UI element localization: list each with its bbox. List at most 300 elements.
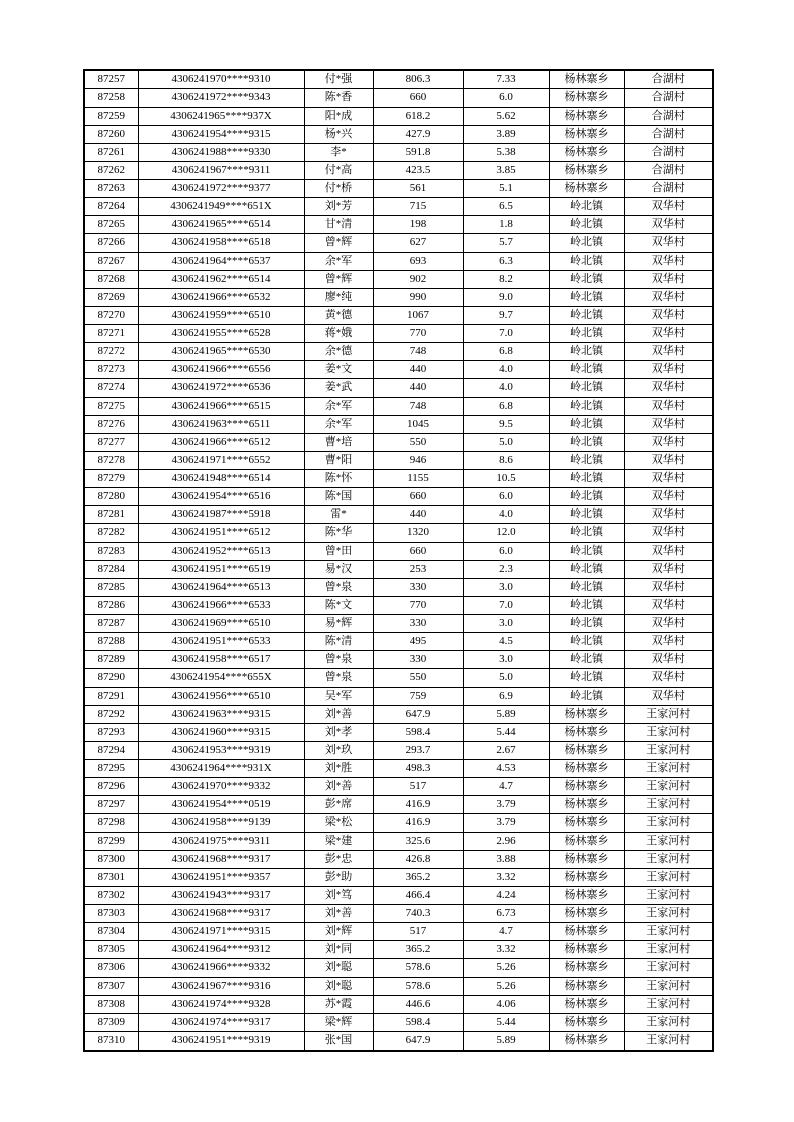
village-cell: 双华村 (624, 234, 713, 252)
township-cell: 杨林寨乡 (549, 886, 624, 904)
masked-id-number-cell: 4306241943****9317 (138, 886, 304, 904)
quantity-cell: 6.0 (463, 488, 549, 506)
amount-cell: 770 (373, 325, 463, 343)
person-name-cell: 曾*泉 (304, 669, 373, 687)
village-cell: 双华村 (624, 633, 713, 651)
person-name-cell: 刘*孝 (304, 723, 373, 741)
person-name-cell: 付*高 (304, 161, 373, 179)
quantity-cell: 4.24 (463, 886, 549, 904)
masked-id-number-cell: 4306241974****9328 (138, 995, 304, 1013)
township-cell: 杨林寨乡 (549, 977, 624, 995)
amount-cell: 198 (373, 216, 463, 234)
person-name-cell: 杨*兴 (304, 125, 373, 143)
person-name-cell: 姜*文 (304, 361, 373, 379)
amount-cell: 598.4 (373, 1013, 463, 1031)
amount-cell: 1320 (373, 524, 463, 542)
amount-cell: 647.9 (373, 1031, 463, 1051)
village-cell: 双华村 (624, 687, 713, 705)
quantity-cell: 4.0 (463, 379, 549, 397)
serial-number-cell: 87258 (84, 89, 138, 107)
serial-number-cell: 87294 (84, 741, 138, 759)
quantity-cell: 2.96 (463, 832, 549, 850)
masked-id-number-cell: 4306241965****6514 (138, 216, 304, 234)
village-cell: 合湖村 (624, 107, 713, 125)
village-cell: 双华村 (624, 361, 713, 379)
amount-cell: 806.3 (373, 70, 463, 89)
table-row (84, 959, 713, 977)
masked-id-number-cell: 4306241970****9332 (138, 778, 304, 796)
amount-cell: 740.3 (373, 905, 463, 923)
table-row (84, 941, 713, 959)
table-row (84, 198, 713, 216)
masked-id-number-cell: 4306241951****9319 (138, 1031, 304, 1051)
serial-number-cell: 87281 (84, 506, 138, 524)
person-name-cell: 阳*成 (304, 107, 373, 125)
table-row (84, 560, 713, 578)
serial-number-cell: 87286 (84, 596, 138, 614)
village-cell: 双华村 (624, 488, 713, 506)
village-cell: 王家河村 (624, 760, 713, 778)
masked-id-number-cell: 4306241988****9330 (138, 143, 304, 161)
person-name-cell: 陈*清 (304, 633, 373, 651)
quantity-cell: 5.89 (463, 705, 549, 723)
person-name-cell: 刘*聪 (304, 959, 373, 977)
township-cell: 岭北镇 (549, 470, 624, 488)
serial-number-cell: 87288 (84, 633, 138, 651)
quantity-cell: 1.8 (463, 216, 549, 234)
amount-cell: 759 (373, 687, 463, 705)
masked-id-number-cell: 4306241972****6536 (138, 379, 304, 397)
village-cell: 王家河村 (624, 741, 713, 759)
township-cell: 岭北镇 (549, 252, 624, 270)
township-cell: 岭北镇 (549, 506, 624, 524)
table-row (84, 1031, 713, 1051)
village-cell: 双华村 (624, 325, 713, 343)
masked-id-number-cell: 4306241953****9319 (138, 741, 304, 759)
masked-id-number-cell: 4306241964****6537 (138, 252, 304, 270)
person-name-cell: 付*桥 (304, 180, 373, 198)
person-name-cell: 雷* (304, 506, 373, 524)
table-row (84, 596, 713, 614)
amount-cell: 365.2 (373, 941, 463, 959)
village-cell: 王家河村 (624, 995, 713, 1013)
masked-id-number-cell: 4306241963****6511 (138, 415, 304, 433)
table-row (84, 905, 713, 923)
amount-cell: 561 (373, 180, 463, 198)
serial-number-cell: 87308 (84, 995, 138, 1013)
table-row (84, 1013, 713, 1031)
amount-cell: 647.9 (373, 705, 463, 723)
serial-number-cell: 87301 (84, 868, 138, 886)
quantity-cell: 6.0 (463, 542, 549, 560)
table-row (84, 633, 713, 651)
village-cell: 王家河村 (624, 723, 713, 741)
masked-id-number-cell: 4306241951****9357 (138, 868, 304, 886)
township-cell: 岭北镇 (549, 596, 624, 614)
table-row (84, 669, 713, 687)
table-row (84, 850, 713, 868)
serial-number-cell: 87262 (84, 161, 138, 179)
table-row (84, 379, 713, 397)
masked-id-number-cell: 4306241958****6518 (138, 234, 304, 252)
village-cell: 合湖村 (624, 125, 713, 143)
township-cell: 杨林寨乡 (549, 180, 624, 198)
village-cell: 王家河村 (624, 814, 713, 832)
masked-id-number-cell: 4306241964****6513 (138, 578, 304, 596)
quantity-cell: 3.32 (463, 941, 549, 959)
township-cell: 岭北镇 (549, 433, 624, 451)
table-row (84, 270, 713, 288)
table-row (84, 723, 713, 741)
table-row (84, 923, 713, 941)
table-row (84, 832, 713, 850)
village-cell: 双华村 (624, 379, 713, 397)
village-cell: 王家河村 (624, 977, 713, 995)
serial-number-cell: 87280 (84, 488, 138, 506)
township-cell: 岭北镇 (549, 415, 624, 433)
table-row (84, 70, 713, 89)
table-row (84, 306, 713, 324)
quantity-cell: 6.0 (463, 89, 549, 107)
masked-id-number-cell: 4306241966****6556 (138, 361, 304, 379)
amount-cell: 578.6 (373, 977, 463, 995)
masked-id-number-cell: 4306241972****9377 (138, 180, 304, 198)
person-name-cell: 余*德 (304, 343, 373, 361)
village-cell: 王家河村 (624, 850, 713, 868)
village-cell: 双华村 (624, 288, 713, 306)
township-cell: 杨林寨乡 (549, 70, 624, 89)
masked-id-number-cell: 4306241954****6516 (138, 488, 304, 506)
amount-cell: 1155 (373, 470, 463, 488)
quantity-cell: 3.88 (463, 850, 549, 868)
person-name-cell: 梁*建 (304, 832, 373, 850)
serial-number-cell: 87279 (84, 470, 138, 488)
village-cell: 双华村 (624, 451, 713, 469)
table-row (84, 977, 713, 995)
amount-cell: 365.2 (373, 868, 463, 886)
table-row (84, 705, 713, 723)
person-name-cell: 梁*松 (304, 814, 373, 832)
person-name-cell: 刘*芳 (304, 198, 373, 216)
amount-cell: 330 (373, 578, 463, 596)
serial-number-cell: 87302 (84, 886, 138, 904)
serial-number-cell: 87268 (84, 270, 138, 288)
serial-number-cell: 87272 (84, 343, 138, 361)
amount-cell: 660 (373, 542, 463, 560)
township-cell: 杨林寨乡 (549, 868, 624, 886)
masked-id-number-cell: 4306241949****651X (138, 198, 304, 216)
amount-cell: 517 (373, 778, 463, 796)
amount-cell: 330 (373, 651, 463, 669)
quantity-cell: 5.89 (463, 1031, 549, 1051)
village-cell: 双华村 (624, 343, 713, 361)
person-name-cell: 李* (304, 143, 373, 161)
amount-cell: 990 (373, 288, 463, 306)
quantity-cell: 5.7 (463, 234, 549, 252)
masked-id-number-cell: 4306241969****6510 (138, 615, 304, 633)
person-name-cell: 陈*怀 (304, 470, 373, 488)
amount-cell: 416.9 (373, 796, 463, 814)
amount-cell: 1045 (373, 415, 463, 433)
amount-cell: 293.7 (373, 741, 463, 759)
quantity-cell: 6.9 (463, 687, 549, 705)
township-cell: 岭北镇 (549, 451, 624, 469)
person-name-cell: 廖*纯 (304, 288, 373, 306)
village-cell: 王家河村 (624, 1013, 713, 1031)
quantity-cell: 6.73 (463, 905, 549, 923)
village-cell: 双华村 (624, 560, 713, 578)
table-row (84, 741, 713, 759)
village-cell: 双华村 (624, 506, 713, 524)
person-name-cell: 黄*德 (304, 306, 373, 324)
amount-cell: 426.8 (373, 850, 463, 868)
serial-number-cell: 87270 (84, 306, 138, 324)
village-cell: 双华村 (624, 433, 713, 451)
township-cell: 岭北镇 (549, 270, 624, 288)
quantity-cell: 2.3 (463, 560, 549, 578)
township-cell: 杨林寨乡 (549, 959, 624, 977)
serial-number-cell: 87303 (84, 905, 138, 923)
person-name-cell: 张*国 (304, 1031, 373, 1051)
quantity-cell: 12.0 (463, 524, 549, 542)
village-cell: 双华村 (624, 306, 713, 324)
township-cell: 杨林寨乡 (549, 1031, 624, 1051)
quantity-cell: 3.85 (463, 161, 549, 179)
amount-cell: 440 (373, 361, 463, 379)
table-row (84, 886, 713, 904)
person-name-cell: 曾*辉 (304, 234, 373, 252)
person-name-cell: 刘*善 (304, 778, 373, 796)
masked-id-number-cell: 4306241975****9311 (138, 832, 304, 850)
quantity-cell: 5.0 (463, 669, 549, 687)
masked-id-number-cell: 4306241958****6517 (138, 651, 304, 669)
amount-cell: 578.6 (373, 959, 463, 977)
masked-id-number-cell: 4306241966****6532 (138, 288, 304, 306)
serial-number-cell: 87282 (84, 524, 138, 542)
masked-id-number-cell: 4306241967****9316 (138, 977, 304, 995)
table-row (84, 161, 713, 179)
person-name-cell: 曾*泉 (304, 578, 373, 596)
table-row (84, 995, 713, 1013)
township-cell: 岭北镇 (549, 397, 624, 415)
masked-id-number-cell: 4306241987****5918 (138, 506, 304, 524)
serial-number-cell: 87290 (84, 669, 138, 687)
masked-id-number-cell: 4306241952****6513 (138, 542, 304, 560)
village-cell: 王家河村 (624, 1031, 713, 1051)
masked-id-number-cell: 4306241954****0519 (138, 796, 304, 814)
person-name-cell: 易*辉 (304, 615, 373, 633)
township-cell: 岭北镇 (549, 361, 624, 379)
township-cell: 岭北镇 (549, 651, 624, 669)
village-cell: 王家河村 (624, 959, 713, 977)
village-cell: 双华村 (624, 615, 713, 633)
masked-id-number-cell: 4306241951****6519 (138, 560, 304, 578)
amount-cell: 440 (373, 506, 463, 524)
village-cell: 合湖村 (624, 89, 713, 107)
masked-id-number-cell: 4306241956****6510 (138, 687, 304, 705)
table-row (84, 814, 713, 832)
serial-number-cell: 87278 (84, 451, 138, 469)
table-row (84, 143, 713, 161)
amount-cell: 550 (373, 433, 463, 451)
quantity-cell: 4.0 (463, 506, 549, 524)
township-cell: 杨林寨乡 (549, 905, 624, 923)
masked-id-number-cell: 4306241948****6514 (138, 470, 304, 488)
table-row (84, 488, 713, 506)
village-cell: 合湖村 (624, 161, 713, 179)
table-row (84, 868, 713, 886)
township-cell: 杨林寨乡 (549, 941, 624, 959)
table-row (84, 524, 713, 542)
person-name-cell: 余*军 (304, 252, 373, 270)
serial-number-cell: 87269 (84, 288, 138, 306)
quantity-cell: 7.33 (463, 70, 549, 89)
quantity-cell: 5.62 (463, 107, 549, 125)
village-cell: 双华村 (624, 542, 713, 560)
township-cell: 岭北镇 (549, 379, 624, 397)
township-cell: 岭北镇 (549, 234, 624, 252)
township-cell: 杨林寨乡 (549, 723, 624, 741)
table-row (84, 361, 713, 379)
amount-cell: 416.9 (373, 814, 463, 832)
amount-cell: 517 (373, 923, 463, 941)
serial-number-cell: 87287 (84, 615, 138, 633)
serial-number-cell: 87300 (84, 850, 138, 868)
serial-number-cell: 87305 (84, 941, 138, 959)
serial-number-cell: 87265 (84, 216, 138, 234)
quantity-cell: 7.0 (463, 325, 549, 343)
serial-number-cell: 87295 (84, 760, 138, 778)
person-name-cell: 余*军 (304, 415, 373, 433)
township-cell: 杨林寨乡 (549, 107, 624, 125)
serial-number-cell: 87257 (84, 70, 138, 89)
serial-number-cell: 87307 (84, 977, 138, 995)
township-cell: 岭北镇 (549, 669, 624, 687)
serial-number-cell: 87273 (84, 361, 138, 379)
serial-number-cell: 87267 (84, 252, 138, 270)
serial-number-cell: 87276 (84, 415, 138, 433)
quantity-cell: 3.0 (463, 615, 549, 633)
serial-number-cell: 87309 (84, 1013, 138, 1031)
village-cell: 双华村 (624, 524, 713, 542)
masked-id-number-cell: 4306241951****6512 (138, 524, 304, 542)
quantity-cell: 3.79 (463, 814, 549, 832)
serial-number-cell: 87274 (84, 379, 138, 397)
amount-cell: 946 (373, 451, 463, 469)
serial-number-cell: 87264 (84, 198, 138, 216)
table-row (84, 506, 713, 524)
masked-id-number-cell: 4306241954****9315 (138, 125, 304, 143)
person-name-cell: 陈*国 (304, 488, 373, 506)
masked-id-number-cell: 4306241966****6515 (138, 397, 304, 415)
village-cell: 双华村 (624, 397, 713, 415)
amount-cell: 660 (373, 89, 463, 107)
table-row (84, 288, 713, 306)
person-name-cell: 苏*霞 (304, 995, 373, 1013)
township-cell: 岭北镇 (549, 687, 624, 705)
masked-id-number-cell: 4306241960****9315 (138, 723, 304, 741)
township-cell: 岭北镇 (549, 343, 624, 361)
village-cell: 合湖村 (624, 143, 713, 161)
village-cell: 王家河村 (624, 868, 713, 886)
masked-id-number-cell: 4306241972****9343 (138, 89, 304, 107)
table-row (84, 216, 713, 234)
masked-id-number-cell: 4306241963****9315 (138, 705, 304, 723)
amount-cell: 770 (373, 596, 463, 614)
serial-number-cell: 87277 (84, 433, 138, 451)
table-row (84, 542, 713, 560)
table-row (84, 470, 713, 488)
quantity-cell: 9.7 (463, 306, 549, 324)
township-cell: 杨林寨乡 (549, 741, 624, 759)
table-row (84, 397, 713, 415)
quantity-cell: 5.44 (463, 1013, 549, 1031)
person-name-cell: 陈*文 (304, 596, 373, 614)
amount-cell: 495 (373, 633, 463, 651)
township-cell: 杨林寨乡 (549, 850, 624, 868)
township-cell: 杨林寨乡 (549, 778, 624, 796)
quantity-cell: 4.7 (463, 778, 549, 796)
amount-cell: 550 (373, 669, 463, 687)
quantity-cell: 10.5 (463, 470, 549, 488)
serial-number-cell: 87285 (84, 578, 138, 596)
village-cell: 王家河村 (624, 886, 713, 904)
township-cell: 杨林寨乡 (549, 89, 624, 107)
person-name-cell: 刘*胜 (304, 760, 373, 778)
township-cell: 杨林寨乡 (549, 814, 624, 832)
person-name-cell: 付*强 (304, 70, 373, 89)
amount-cell: 618.2 (373, 107, 463, 125)
amount-cell: 330 (373, 615, 463, 633)
township-cell: 岭北镇 (549, 578, 624, 596)
township-cell: 杨林寨乡 (549, 125, 624, 143)
masked-id-number-cell: 4306241965****937X (138, 107, 304, 125)
masked-id-number-cell: 4306241974****9317 (138, 1013, 304, 1031)
village-cell: 王家河村 (624, 705, 713, 723)
person-name-cell: 曹*培 (304, 433, 373, 451)
village-cell: 王家河村 (624, 832, 713, 850)
masked-id-number-cell: 4306241971****9315 (138, 923, 304, 941)
village-cell: 双华村 (624, 252, 713, 270)
township-cell: 岭北镇 (549, 198, 624, 216)
masked-id-number-cell: 4306241958****9139 (138, 814, 304, 832)
table-row (84, 615, 713, 633)
serial-number-cell: 87296 (84, 778, 138, 796)
person-name-cell: 余*军 (304, 397, 373, 415)
table-row (84, 687, 713, 705)
person-name-cell: 梁*辉 (304, 1013, 373, 1031)
person-name-cell: 彭*助 (304, 868, 373, 886)
person-name-cell: 吴*军 (304, 687, 373, 705)
township-cell: 岭北镇 (549, 524, 624, 542)
amount-cell: 440 (373, 379, 463, 397)
person-name-cell: 蒋*娥 (304, 325, 373, 343)
masked-id-number-cell: 4306241964****9312 (138, 941, 304, 959)
serial-number-cell: 87299 (84, 832, 138, 850)
table-row (84, 234, 713, 252)
table-row (84, 451, 713, 469)
person-name-cell: 曾*田 (304, 542, 373, 560)
amount-cell: 498.3 (373, 760, 463, 778)
quantity-cell: 8.2 (463, 270, 549, 288)
township-cell: 岭北镇 (549, 488, 624, 506)
quantity-cell: 2.67 (463, 741, 549, 759)
beneficiary-table (83, 69, 714, 1052)
township-cell: 杨林寨乡 (549, 923, 624, 941)
masked-id-number-cell: 4306241970****9310 (138, 70, 304, 89)
masked-id-number-cell: 4306241962****6514 (138, 270, 304, 288)
amount-cell: 748 (373, 343, 463, 361)
